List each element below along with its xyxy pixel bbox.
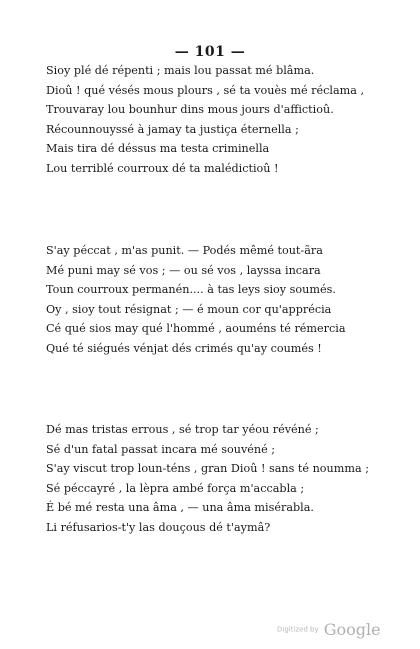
verse-line: Li réfusarios-t'y las douçous dé t'aymâ? [46,520,271,534]
page-number: — 101 — [174,44,246,60]
stanza-1 [46,61,364,178]
verse-line: Mais tira dé déssus ma testa criminella [46,142,270,155]
verse-line: S'ay péccat , m'as punit. — Podés mêmé tout-ãra [46,244,323,257]
verse-line: Dioû ! qué vésés mous plours , sé ta vouès mé réclama , [46,83,365,97]
verse-line: Sé péccayré , la lèpra ambé força m'accabla ; [46,481,305,495]
verse-line: S'ay viscut trop loun-téns , gran Dioû ! sans té noumma ; [46,462,369,475]
verse-line: Récounnouyssé à jamay ta justiça éternella ; [46,122,299,136]
digitized-by-google-watermark [277,619,381,639]
stanza-3 [46,420,369,537]
google-logo: Google [323,620,381,639]
verse-line: É bé mé resta una âma , — una âma misérabla. [46,501,314,514]
verse-line: Sioy plé dé répenti ; mais lou passat mé blâma. [46,64,315,77]
watermark-caption: Digitized by [277,625,319,634]
verse-line: Sé d'un fatal passat incara mé souvéné ; [46,442,276,456]
verse-line: Mé puni may sé vos ; — ou sé vos , layssa incara [46,263,321,277]
verse-line: Lou terriblé courroux dé ta malédictioû ! [46,161,279,175]
verse-line: Oy , sioy tout résignat ; — é moun cor qu'apprécia [46,302,332,316]
verse-line: Cé qué sios may qué l'hommé , aouméns té rémercia [46,322,346,335]
verse-line: Qué té siégués vénjat dés crimés qu'ay coumés ! [46,341,322,355]
stanza-2 [46,241,346,358]
verse-line: Toun courroux permanén.... à tas leys sioy soumés. [46,283,336,296]
verse-line: Dé mas tristas errous , sé trop tar yéou révéné ; [46,423,319,436]
verse-line: Trouvaray lou bounhur dins mous jours d'affictioû. [46,103,334,116]
